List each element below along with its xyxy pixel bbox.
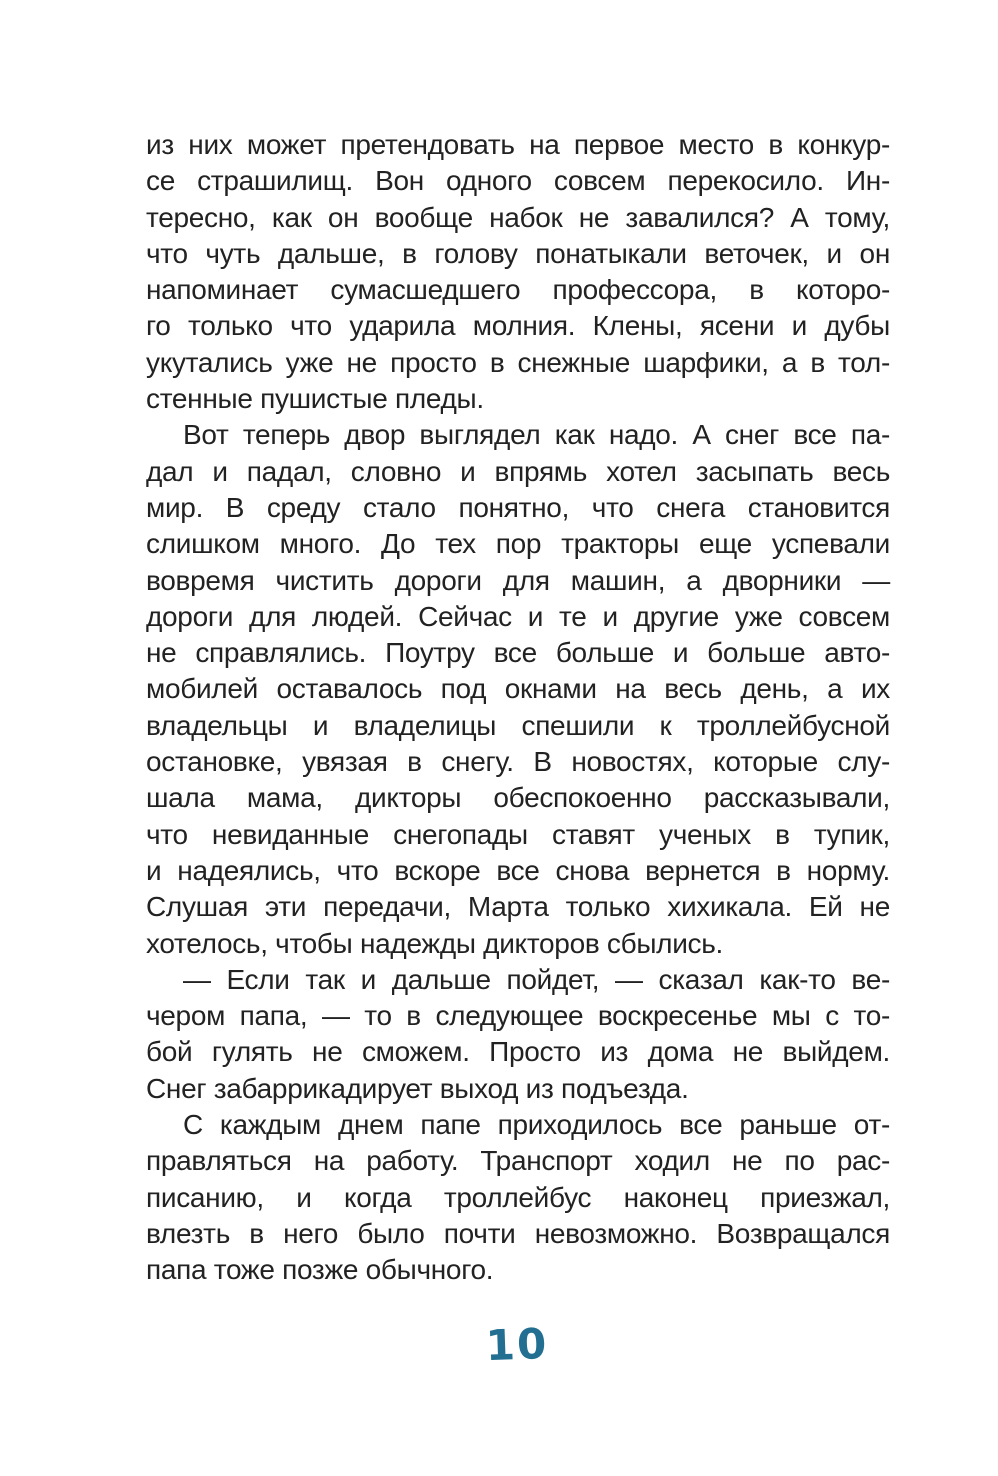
text-line: бой гулять не сможем. Просто из дома не выйдем. (146, 1036, 890, 1068)
text-line: что невиданные снегопады ставят ученых в тупик, (146, 818, 890, 850)
text-line: — Если так и дальше пойдет, — сказал как-то ве- (183, 963, 890, 995)
text-line: влезть в него было почти невозможно. Возвращался (146, 1217, 890, 1249)
text-line: тересно, как он вообще набок не завалился? А тому, (146, 201, 890, 233)
text-line: папа тоже позже обычного. (146, 1254, 494, 1286)
page-number: 10 (484, 1318, 550, 1371)
text-line: писанию, и когда троллейбус наконец приезжал, (146, 1181, 890, 1213)
text-line: чером папа, — то в следующее воскресенье мы с то- (146, 1000, 890, 1032)
text-line: Слушая эти передачи, Марта только хихикала. Ей не (146, 891, 890, 923)
text-line: из них может претендовать на первое место в конкур- (146, 129, 890, 160)
paragraph (146, 962, 890, 1107)
text-line: остановке, увязая в снегу. В новостях, которые слу- (146, 746, 890, 778)
paragraph (146, 1107, 890, 1288)
text-line: го только что ударила молния. Клены, ясени и дубы (146, 310, 890, 342)
text-line: дал и падал, словно и впрямь хотел засыпать весь (146, 455, 890, 487)
text-line: что чуть дальше, в голову понатыкали веточек, и он (146, 237, 890, 269)
text-line: и надеялись, что вскоре все снова вернется в норму. (146, 854, 890, 886)
text-line: хотелось, чтобы надежды дикторов сбылись. (146, 927, 724, 959)
text-line: мобилей оставалось под окнами на весь день, а их (146, 673, 890, 705)
text-line: не справлялись. Поутру все больше и больше авто- (146, 637, 890, 669)
text-line: напоминает сумасшедшего профессора, в которо- (146, 274, 890, 306)
text-line: С каждым днем папе приходилось все раньше от- (183, 1109, 890, 1141)
paragraph (146, 127, 890, 417)
text-line: Вот теперь двор выглядел как надо. А снег все па- (183, 419, 890, 451)
text-block (146, 127, 890, 1289)
text-line: Снег забаррикадирует выход из подъезда. (146, 1072, 689, 1104)
text-line: вовремя чистить дороги для машин, а дворники — (146, 564, 890, 596)
text-line: шала мама, дикторы обеспокоенно рассказывали, (146, 782, 890, 814)
text-line: слишком много. До тех пор тракторы еще успевали (146, 528, 890, 560)
text-line: дороги для людей. Сейчас и те и другие уже совсем (146, 600, 890, 632)
paragraph (146, 417, 890, 961)
text-line: мир. В среду стало понятно, что снега становится (146, 491, 890, 523)
text-line: стенные пушистые пледы. (146, 383, 484, 415)
text-line: се страшилищ. Вон одного совсем перекосило. Ин- (146, 165, 890, 197)
text-line: укутались уже не просто в снежные шарфики, а в тол- (146, 346, 890, 378)
text-line: правляться на работу. Транспорт ходил не по рас- (146, 1145, 890, 1177)
text-line: владельцы и владелицы спешили к троллейбусной (146, 709, 890, 741)
